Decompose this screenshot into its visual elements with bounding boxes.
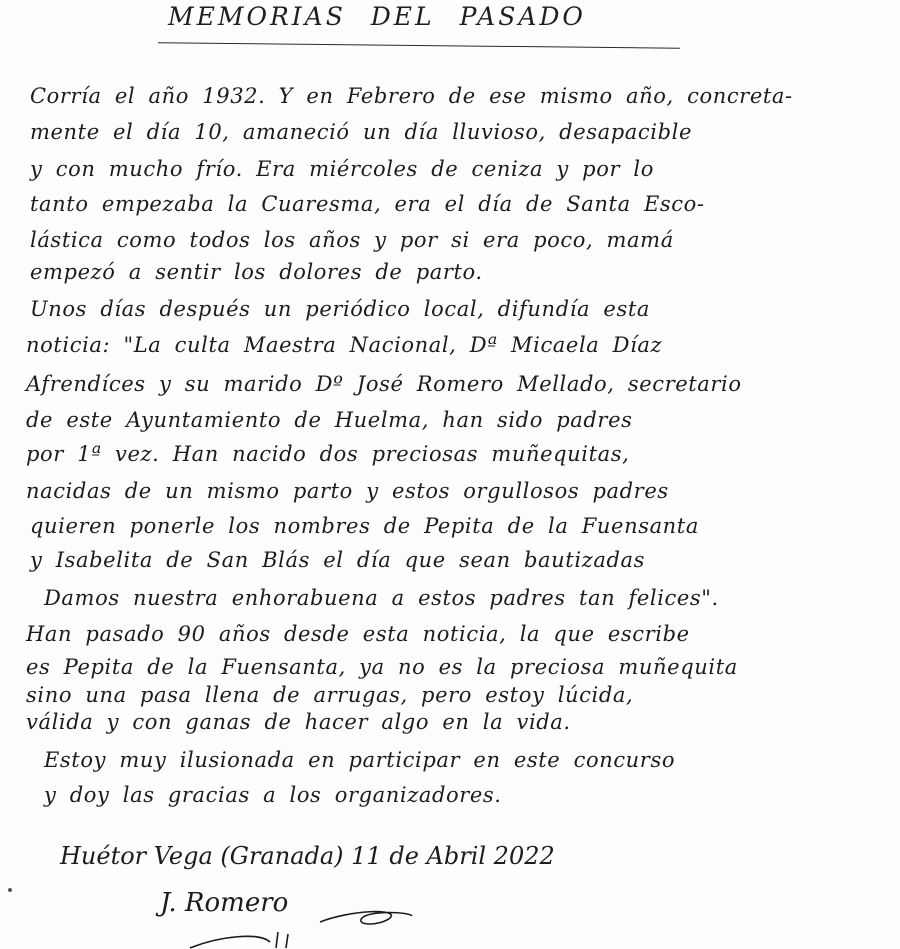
text-line: y con mucho frío. Era miércoles de ceniza y por lo <box>30 157 654 181</box>
margin-mark <box>8 888 12 892</box>
text-line: Damos nuestra enhorabuena a estos padres tan felices". <box>44 586 719 610</box>
text-line: nacidas de un mismo parto y estos orgullosos padres <box>26 479 669 503</box>
text-line: lástica como todos los años y por si era poco, mamá <box>30 228 674 252</box>
text-line: Corría el año 1932. Y en Febrero de ese mismo año, concreta- <box>30 84 793 108</box>
text-line: sino una pasa llena de arrugas, pero estoy lúcida, <box>26 683 634 707</box>
text-line: quieren ponerle los nombres de Pepita de la Fuensanta <box>30 514 699 538</box>
text-line: Afrendíces y su marido Dº José Romero Mellado, secretario <box>26 372 742 396</box>
text-line: es Pepita de la Fuensanta, ya no es la preciosa muñequita <box>26 655 738 679</box>
text-line: Estoy muy ilusionada en participar en este concurso <box>44 748 676 772</box>
signature-flourish <box>150 892 420 949</box>
text-line: por 1ª vez. Han nacido dos preciosas muñequitas, <box>26 442 630 466</box>
title-underline <box>158 42 680 48</box>
text-line: Han pasado 90 años desde esta noticia, la que escribe <box>26 622 690 646</box>
page-title: MEMORIAS DEL PASADO <box>168 2 586 31</box>
text-line: mente el día 10, amaneció un día lluvioso, desapacible <box>30 120 692 144</box>
text-line: y doy las gracias a los organizadores. <box>44 783 502 807</box>
text-line: de este Ayuntamiento de Huelma, han sido padres <box>26 408 633 432</box>
text-line: empezó a sentir los dolores de parto. <box>30 260 483 284</box>
text-line: y Isabelita de San Blás el día que sean bautizadas <box>30 548 645 572</box>
text-line: válida y con ganas de hacer algo en la vida. <box>26 710 571 734</box>
text-line: tanto empezaba la Cuaresma, era el día de Santa Esco- <box>30 192 705 216</box>
text-line: noticia: "La culta Maestra Nacional, Dª Micaela Díaz <box>26 333 663 357</box>
place-date: Huétor Vega (Granada) 11 de Abril 2022 <box>60 842 555 870</box>
signature-name: J. Romero <box>160 888 289 918</box>
text-line: Unos días después un periódico local, difundía esta <box>30 297 650 321</box>
